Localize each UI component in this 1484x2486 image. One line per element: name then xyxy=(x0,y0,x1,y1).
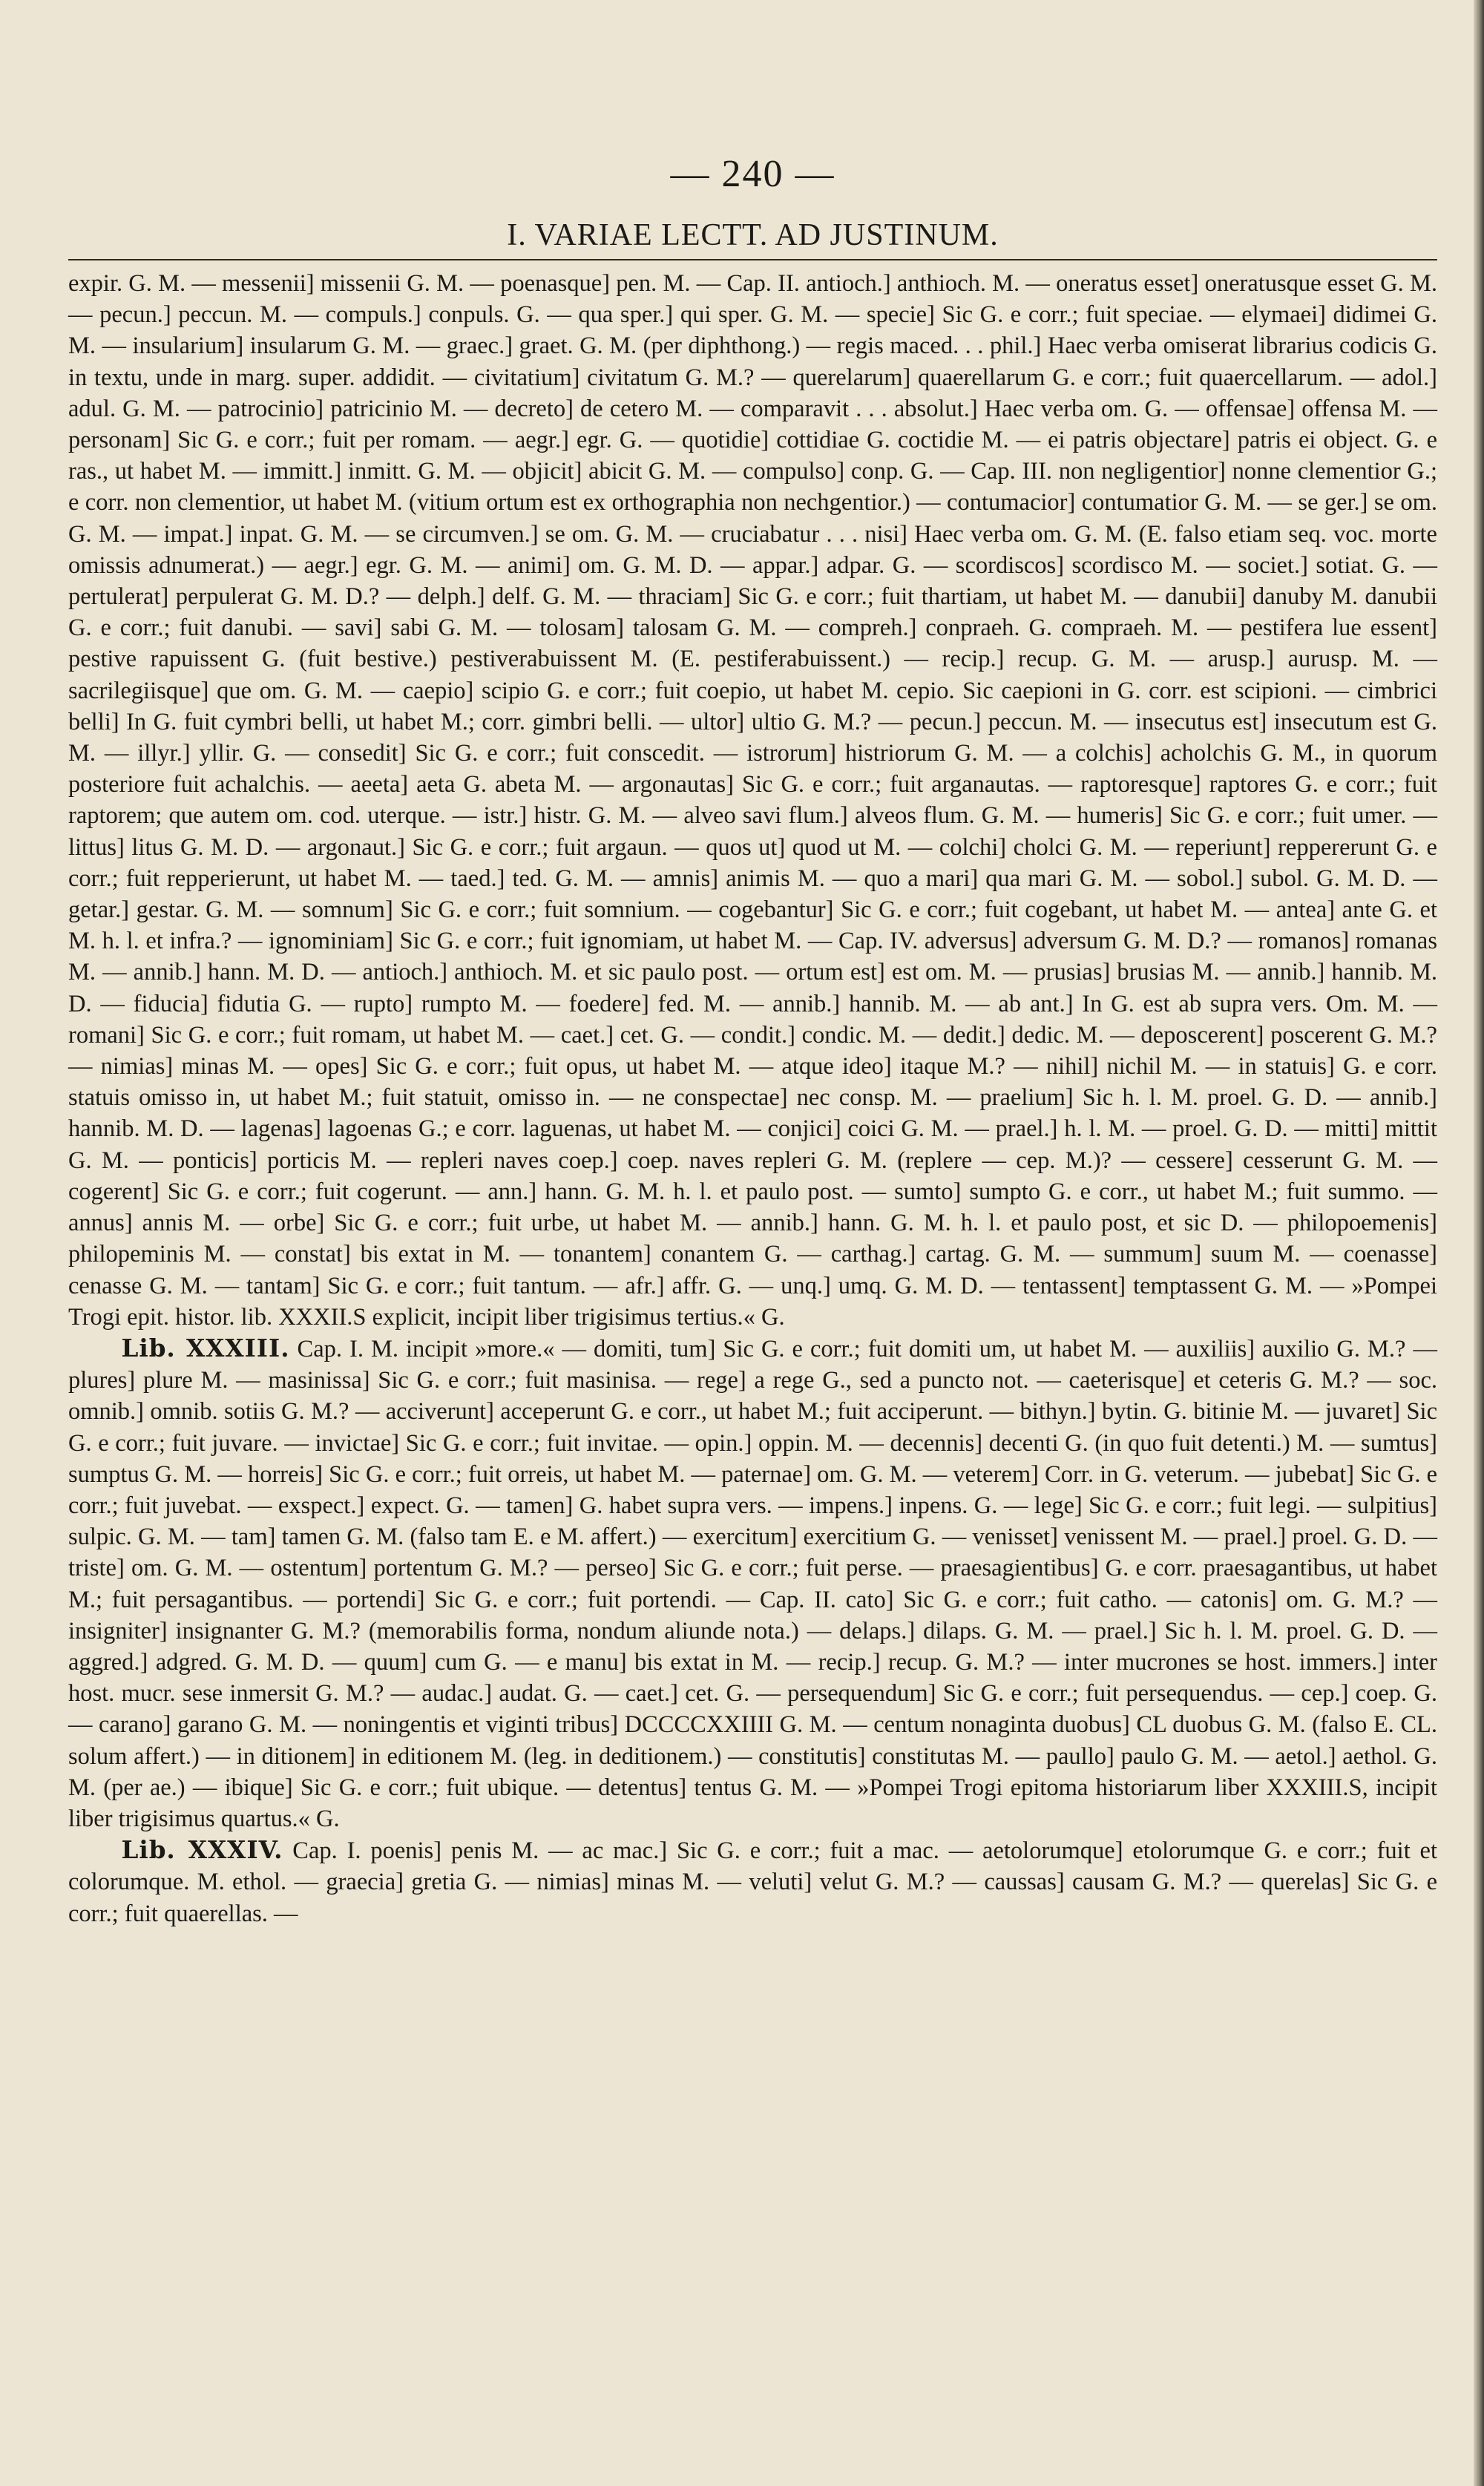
paragraph-lib-xxxiii xyxy=(68,1333,1437,1834)
book-heading-xxxiv: Lib. XXXIV. xyxy=(121,1835,283,1865)
book-edge xyxy=(1474,0,1484,2486)
paragraph-lib-xxxiv-text: Cap. I. poenis] penis M. — ac mac.] Sic G. e corr.; fuit a mac. — aetolorumque] etolorumque G. e corr.; fuit et colorumque. M. ethol. — graecia] gretia G. — nimias] minas M. — veluti] velut G. M.? — caussas] causam G. M.? — querelas] Sic G. e corr.; fuit quaerellas. — xyxy=(68,1837,1437,1927)
header-rule xyxy=(68,259,1437,260)
book-heading-xxxiii: Lib. XXXIII. xyxy=(121,1333,290,1362)
section-title: I. VARIAE LECTT. AD JUSTINUM. xyxy=(507,218,999,252)
apparatus-text xyxy=(68,268,1437,1929)
paragraph-lib-xxxiv xyxy=(68,1834,1437,1929)
paragraph-lib-xxxii-end: expir. G. M. — messenii] missenii G. M. — poenasque] pen. M. — Cap. II. antioch.] anthioch. M. — oneratus esset] oneratusque esset G. M. — pecun.] peccun. M. — compuls.] conpuls. G. — qua sper.] qui sper. G. M. — specie] Sic G. e corr.; fuit speciae. — elymaei] didimei G. M. — insularium] insularum G. M. — graec.] graet. G. M. (per diphthong.) — regis maced. . . phil.] Haec verba omiserat librarius codicis G. in textu, unde in marg. super. addidit. — civitatium] civitatum G. M.? — querelarum] quaerellarum G. e corr.; fuit quaercellarum. — adol.] adul. G. M. — patrocinio] patricinio M. — decreto] de cetero M. — comparavit . . . absolut.] Haec verba om. G. — offensae] offensa M. — personam] Sic G. e corr.; fuit per romam. — aegr.] egr. G. — quotidie] cottidiae G. coctidie M. — ei patris objectare] patris ei object. G. e ras., ut habet M. — immitt.] inmitt. G. M. — objicit] abicit G. M. — compulso] conp. G. — Cap. III. non negligentior] nonne clementior G.; e corr. non clementior, ut habet M. (vitium ortum est ex orthographia non nechgentior.) — contumacior] contumatior G. M. — se ger.] se om. G. M. — impat.] inpat. G. M. — se circumven.] se om. G. M. — cruciabatur . . . nisi] Haec verba om. G. M. (E. falso etiam seq. voc. morte omissis adnumerat.) — aegr.] egr. G. M. — animi] om. G. M. D. — appar.] adpar. G. — scordiscos] scordisco M. — societ.] sotiat. G. — pertulerat] perpulerat G. M. D.? — delph.] delf. G. M. — thraciam] Sic G. e corr.; fuit thartiam, ut habet M. — danubii] danuby M. danubii G. e corr.; fuit danubi. — savi] sabi G. M. — tolosam] talosam G. M. — compreh.] conpraeh. G. compraeh. M. — pestifera lue essent] pestive rapuissent G. (fuit bestive.) pestiverabuissent M. (E. pestiferabuissent.) — recip.] recup. G. M. — arusp.] aurusp. M. — sacrilegiisque] que om. G. M. — caepio] scipio G. e corr.; fuit coepio, ut habet M. cepio. Sic caepioni in G. corr. est scipioni. — cimbrici belli] In G. fuit cymbri belli, ut habet M.; corr. gimbri belli. — ultor] ultio G. M.? — pecun.] peccun. M. — insecutus est] insecutum est G. M. — illyr.] yllir. G. — consedit] Sic G. e corr.; fuit conscedit. — istrorum] histriorum G. M. — a colchis] acholchis G. M., in quorum posteriore fuit achalchis. — aeeta] aeta G. abeta M. — argonautas] Sic G. e corr.; fuit arganautas. — raptoresque] raptores G. e corr.; fuit raptorem; que autem om. cod. uterque. — istr.] histr. G. M. — alveo savi flum.] alveos flum. G. M. — humeris] Sic G. e corr.; fuit umer. — littus] litus G. M. D. — argonaut.] Sic G. e corr.; fuit argaun. — quos ut] quod ut M. — colchi] cholci G. M. — reperiunt] reppererunt G. e corr.; fuit repperierunt, ut habet M. — taed.] ted. G. M. — amnis] animis M. — quo a mari] qua mari G. M. — sobol.] subol. G. M. D. — getar.] gestar. G. M. — somnum] Sic G. e corr.; fuit somnium. — cogebantur] Sic G. e corr.; fuit cogebant, ut habet M. — antea] ante G. et M. h. l. et infra.? — ignominiam] Sic G. e corr.; fuit ignomiam, ut habet M. — Cap. IV. adversus] adversum G. M. D.? — romanos] romanas M. — annib.] hann. M. D. — antioch.] anthioch. M. et sic paulo post. — ortum est] est om. M. — prusias] brusias M. — annib.] hannib. M. D. — fiducia] fidutia G. — rupto] rumpto M. — foedere] fed. M. — annib.] hannib. M. — ab ant.] In G. est ab supra vers. Om. M. — romani] Sic G. e corr.; fuit romam, ut habet M. — caet.] cet. G. — condit.] condic. M. — dedit.] dedic. M. — deposcerent] poscerent G. M.? — nimias] minas M. — opes] Sic G. e corr.; fuit opus, ut habet M. — atque ideo] itaque M.? — nihil] nichil M. — in statuis] G. e corr. statuis omisso in, ut habet M.; fuit statuit, omisso in. — ne conspectae] nec consp. M. — praelium] Sic h. l. M. proel. G. D. — annib.] hannib. M. D. — lagenas] lagoenas G.; e corr. laguenas, ut habet M. — conjici] coici G. M. — prael.] h. l. M. — proel. G. D. — mitti] mittit G. M. — ponticis] porticis M. — repleri naves coep.] coep. naves repleri G. M. (replere — cep. M.)? — cessere] cesserunt G. M. — cogerent] Sic G. e corr.; fuit cogerunt. — ann.] hann. G. M. h. l. et paulo post. — sumto] sumpto G. e corr., ut habet M.; fuit summo. — annus] annis M. — orbe] Sic G. e corr.; fuit urbe, ut habet M. — annib.] hann. G. M. h. l. et paulo post, et sic D. — philopoemenis] philopeminis M. — constat] bis extat in M. — tonantem] conantem G. — carthag.] cartag. G. M. — summum] suum M. — coenasse] cenasse G. M. — tantam] Sic G. e corr.; fuit tantum. — afr.] affr. G. — unq.] umq. G. M. D. — tentassent] temptassent G. M. — »Pompei Trogi epit. histor. lib. XXXII.S explicit, incipit liber trigisimus tertius.« G. xyxy=(68,270,1437,1331)
page-number: — 240 — xyxy=(670,153,835,195)
document-page xyxy=(68,152,1437,1929)
paragraph-lib-xxxiii-text: Cap. I. M. incipit »more.« — domiti, tum] Sic G. e corr.; fuit domiti um, ut habet M. — auxiliis] auxilio G. M.? — plures] plure M. — masinissa] Sic G. e corr.; fuit masinisa. — rege] a rege G., sed a puncto not. — caeterisque] et ceteris G. M.? — soc. omnib.] omnib. sotiis G. M.? — acciverunt] acceperunt G. e corr., ut habet M.; fuit acciperunt. — bithyn.] bytin. G. bitinie M. — juvaret] Sic G. e corr.; fuit juvare. — invictae] Sic G. e corr.; fuit invitae. — opin.] oppin. M. — decennis] decenti G. (in quo fuit detenti.) M. — sumtus] sumptus G. M. — horreis] Sic G. e corr.; fuit orreis, ut habet M. — paternae] om. G. M. — veterem] Corr. in G. veterum. — jubebat] Sic G. e corr.; fuit juvebat. — exspect.] expect. G. — tamen] G. habet supra vers. — impens.] inpens. G. — lege] Sic G. e corr.; fuit legi. — sulpitius] sulpic. G. M. — tam] tamen G. M. (falso tam E. e M. affert.) — exercitum] exercitium G. — venisset] venissent M. — prael.] proel. G. D. — triste] om. G. M. — ostentum] portentum G. M.? — perseo] Sic G. e corr.; fuit perse. — praesagientibus] G. e corr. praesagantibus, ut habet M.; fuit persagantibus. — portendi] Sic G. e corr.; fuit portendi. — Cap. II. cato] Sic G. e corr.; fuit catho. — catonis] om. G. M.? — insigniter] insignanter G. M.? (memorabilis forma, nondum aliunde nota.) — delaps.] dilaps. G. M. — prael.] Sic h. l. M. proel. G. D. — aggred.] adgred. G. M. D. — quum] cum G. — e manu] bis extat in M. — recip.] recup. G. M.? — inter mucrones se host. immers.] inter host. mucr. sese inmersit G. M.? — audac.] audat. G. — caet.] cet. G. — persequendum] Sic G. e corr.; fuit persequendus. — cep.] coep. G. — carano] garano G. M. — noningentis et viginti tribus] DCCCCXXIIII G. M. — centum nonaginta duobus] CL duobus G. M. (falso E. CL. solum affert.) — in ditionem] in editionem M. (leg. in deditionem.) — constitutis] constitutas M. — paullo] paulo G. M. — aetol.] aethol. G. M. (per ae.) — ibique] Sic G. e corr.; fuit ubique. — detentus] tentus G. M. — »Pompei Trogi epitoma historiarum liber XXXIII.S, incipit liber trigisimus quartus.« G. xyxy=(68,1335,1437,1832)
